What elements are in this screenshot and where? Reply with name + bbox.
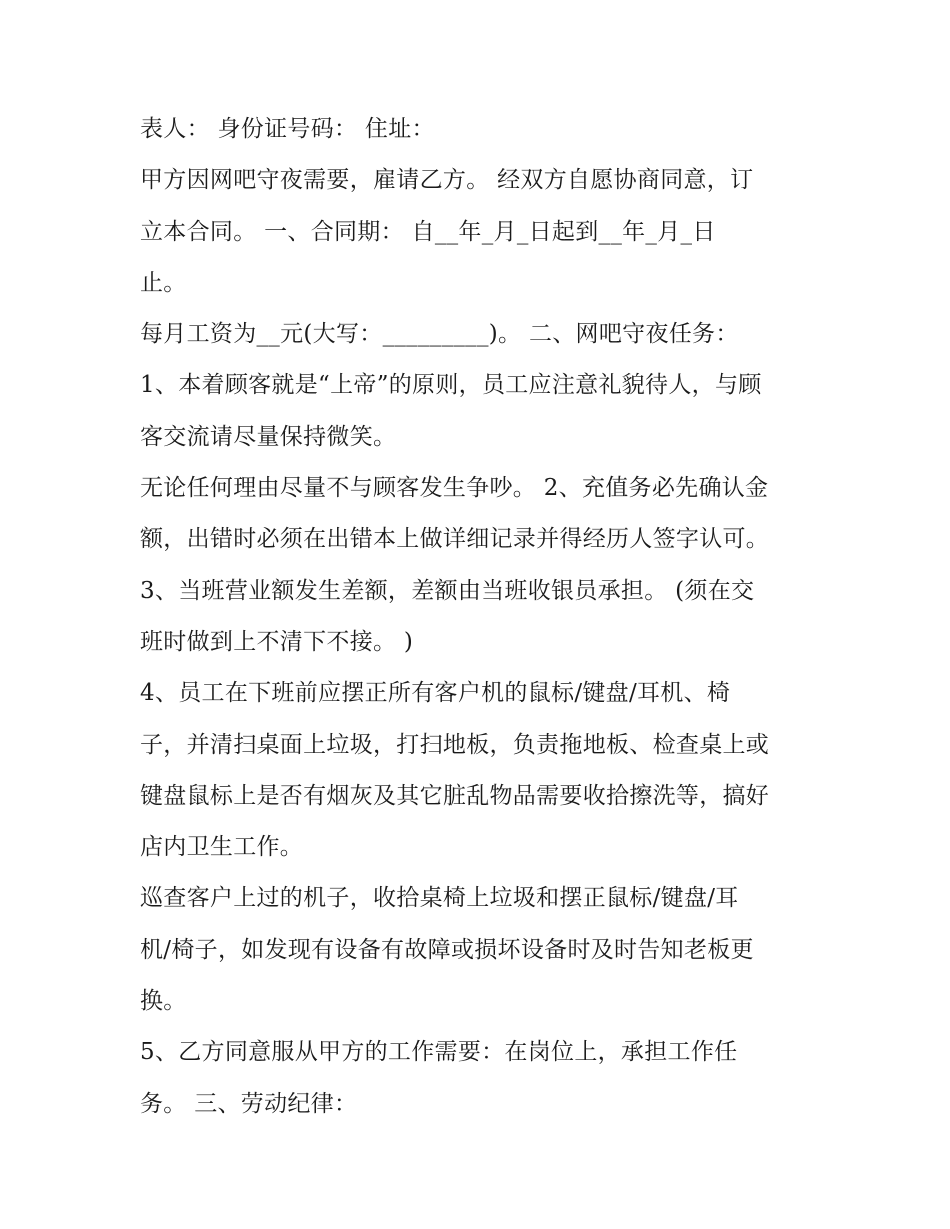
text-line-item-4: 4、员工在下班前应摆正所有客户机的鼠标/键盘/耳机、椅: [140, 680, 731, 707]
text-line: 额，出错时必须在出错本上做详细记录并得经历人签字认可。: [140, 526, 770, 553]
text-line: 甲方因网吧守夜需要，雇请乙方。 经双方自愿协商同意，订: [140, 167, 754, 194]
text-line-contract-period: 立本合同。 一、合同期： 自__年_月_日起到__年_月_日: [140, 218, 716, 245]
text-line: 子，并清扫桌面上垃圾，打扫地板，负责拖地板、检查桌上或: [140, 731, 770, 758]
text-line-salary: 每月工资为__元(大写：_________)。 二、网吧守夜任务：: [140, 321, 739, 348]
text-line: 键盘鼠标上是否有烟灰及其它脏乱物品需要收拾擦洗等，搞好: [140, 782, 770, 809]
text-line: 止。: [140, 269, 187, 296]
text-line-parties: 表人： 身份证号码： 住址：: [140, 116, 435, 142]
text-line: 换。: [140, 988, 187, 1015]
text-line-item-5: 5、乙方同意服从甲方的工作需要：在岗位上，承担工作任: [140, 1039, 738, 1066]
document-body: [140, 104, 820, 1130]
text-line-item-1: 1、本着顾客就是“上帝”的原则，员工应注意礼貌待人，与顾: [140, 372, 762, 399]
text-line-labor-discipline: 务。 三、劳动纪律：: [140, 1090, 358, 1117]
text-line: 班时做到上不清下不接。 ): [140, 628, 414, 655]
text-line: 店内卫生工作。: [140, 834, 304, 861]
text-line-item-2: 无论任何理由尽量不与顾客发生争吵。 2、充值务必先确认金: [140, 475, 769, 502]
text-line: 客交流请尽量保持微笑。: [140, 423, 397, 450]
text-line: 机/椅子，如发现有设备有故障或损坏设备时及时告知老板更: [140, 936, 754, 963]
text-line-item-3: 3、当班营业额发生差额，差额由当班收银员承担。 (须在交: [140, 577, 755, 604]
text-line-inspection: 巡查客户上过的机子，收拾桌椅上垃圾和摆正鼠标/键盘/耳: [140, 885, 739, 912]
